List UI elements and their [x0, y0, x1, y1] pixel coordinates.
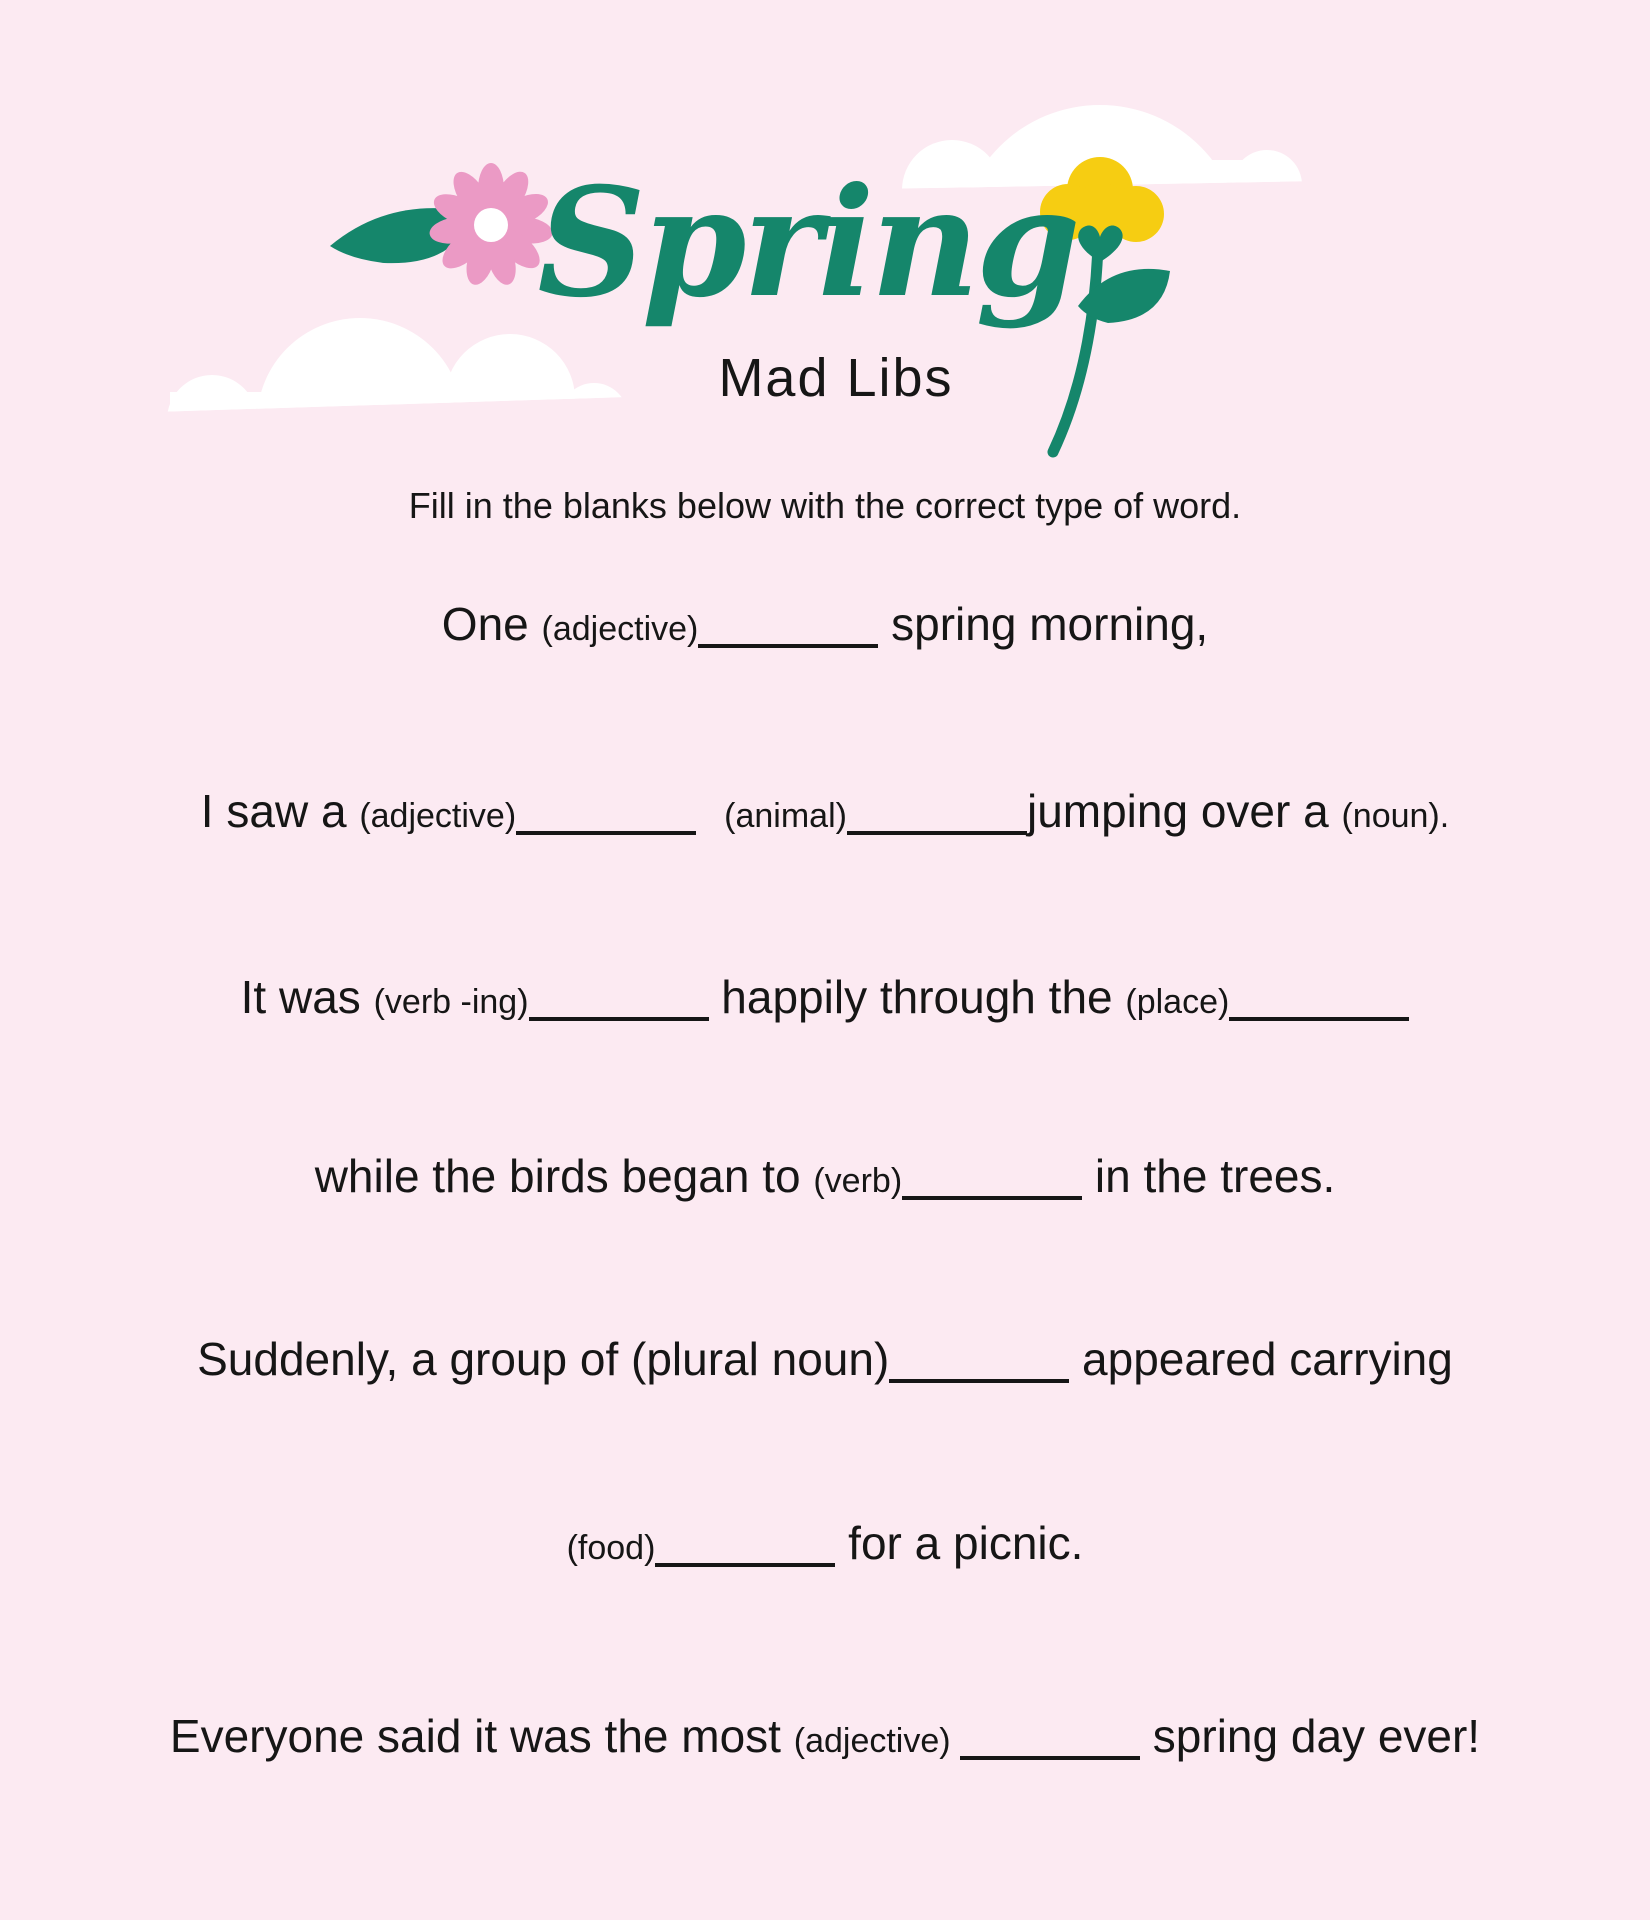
answer-blank — [516, 831, 696, 835]
line-text: appeared carrying — [1069, 1333, 1453, 1385]
madlib-line-1 — [0, 598, 1650, 650]
line-text: Everyone said it was the most — [169, 1710, 794, 1762]
madlib-line-2 — [0, 785, 1650, 837]
word-type-hint: (verb -ing) — [373, 983, 529, 1021]
line-text: happily through the — [708, 971, 1126, 1023]
answer-blank — [1229, 1017, 1409, 1021]
line-text: spring morning, — [878, 598, 1209, 650]
line-text: jumping over a — [1026, 785, 1342, 837]
line-text: It was — [240, 971, 374, 1023]
madlib-line-6 — [0, 1517, 1650, 1569]
word-type-hint: (adjective) — [359, 797, 517, 835]
answer-blank — [529, 1017, 709, 1021]
page-title: Spring — [537, 155, 1077, 331]
answer-blank — [902, 1196, 1082, 1200]
word-type-hint: (place) — [1125, 983, 1230, 1021]
madlib-line-4 — [0, 1150, 1650, 1202]
answer-blank — [655, 1563, 835, 1567]
answer-blank — [847, 831, 1027, 835]
word-type-hint: (adjective) — [541, 610, 699, 648]
answer-blank — [960, 1756, 1140, 1760]
word-type-hint: (adjective) — [793, 1722, 961, 1760]
answer-blank — [889, 1379, 1069, 1383]
line-text: I saw a — [200, 785, 360, 837]
word-type-hint: (verb) — [813, 1162, 903, 1200]
instruction-text: Fill in the blanks below with the correct type of word. — [408, 485, 1242, 526]
line-text: One — [441, 598, 542, 650]
madlib-line-3 — [0, 971, 1650, 1023]
line-text: while the birds began to — [314, 1150, 814, 1202]
word-type-hint: (food) — [566, 1529, 656, 1567]
line-text: for a picnic. — [835, 1517, 1084, 1569]
word-type-hint: (animal) — [724, 797, 847, 835]
madlib-line-7 — [0, 1710, 1650, 1762]
answer-blank — [698, 644, 878, 648]
line-text: in the trees. — [1082, 1150, 1336, 1202]
page-subtitle: Mad Libs — [718, 348, 954, 408]
line-text: spring day ever! — [1140, 1710, 1481, 1762]
line-text: Suddenly, a group of (plural noun) — [197, 1333, 890, 1385]
madlib-line-5 — [0, 1333, 1650, 1385]
word-type-hint: (noun). — [1341, 797, 1450, 835]
